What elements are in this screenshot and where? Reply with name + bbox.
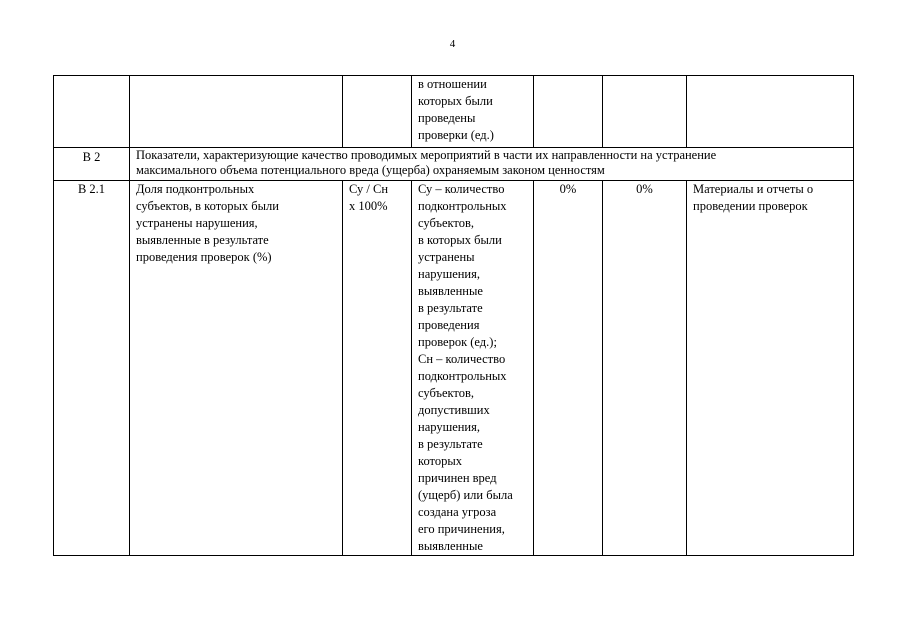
definition-line: подконтрольных bbox=[418, 199, 507, 213]
definition-line: в результате bbox=[418, 437, 483, 451]
definition-line: устранены bbox=[418, 250, 475, 264]
value-cell-2 bbox=[603, 76, 687, 148]
section-code: В 2 bbox=[54, 148, 130, 181]
indicator-name-line: Доля подконтрольных bbox=[136, 182, 255, 196]
formula-cell bbox=[343, 76, 412, 148]
formula-line: Су / Сн bbox=[349, 182, 389, 196]
source-cell bbox=[687, 76, 854, 148]
definition-line: его причинения, bbox=[418, 522, 505, 536]
table-row-section-header bbox=[54, 148, 854, 181]
indicator-name-line: выявленные в результате bbox=[136, 233, 269, 247]
definition-line: в результате bbox=[418, 301, 483, 315]
indicator-code: В 2.1 bbox=[54, 181, 130, 556]
definition-cell bbox=[412, 76, 534, 148]
definition-line: в отношении bbox=[418, 77, 487, 91]
formula-cell bbox=[343, 181, 412, 556]
definition-line: которых были bbox=[418, 94, 493, 108]
definition-line: выявленные bbox=[418, 284, 483, 298]
definition-line: нарушения, bbox=[418, 267, 480, 281]
section-title-line: Показатели, характеризующие качество проводимых мероприятий в части их направленности на устранение bbox=[136, 148, 717, 162]
definition-line: выявленные bbox=[418, 539, 483, 553]
page-number: 4 bbox=[449, 38, 456, 50]
table-row-indicator bbox=[54, 181, 854, 556]
formula-line: х 100% bbox=[349, 199, 388, 213]
definition-line: Сн – количество bbox=[418, 352, 506, 366]
definition-cell bbox=[412, 181, 534, 556]
definition-line: проведены bbox=[418, 111, 476, 125]
definition-line: причинен вред bbox=[418, 471, 497, 485]
definition-line: нарушения, bbox=[418, 420, 480, 434]
table-row-continuation bbox=[54, 76, 854, 148]
definition-line: создана угроза bbox=[418, 505, 497, 519]
definition-line: (ущерб) или была bbox=[418, 488, 513, 502]
value-cell-2: 0% bbox=[603, 181, 687, 556]
indicator-name-line: проведения проверок (%) bbox=[136, 250, 272, 264]
value-cell-1: 0% bbox=[534, 181, 603, 556]
definition-line: проверки (ед.) bbox=[418, 128, 494, 142]
definition-line: допустивших bbox=[418, 403, 490, 417]
row-code bbox=[54, 76, 130, 148]
indicator-name-line: устранены нарушения, bbox=[136, 216, 258, 230]
section-title bbox=[130, 148, 854, 181]
source-line: Материалы и отчеты о bbox=[693, 182, 814, 196]
definition-line: подконтрольных bbox=[418, 369, 507, 383]
definition-line: проведения bbox=[418, 318, 480, 332]
indicators-table bbox=[53, 75, 854, 556]
section-title-line: максимального объема потенциального вреда (ущерба) охраняемым законом ценностям bbox=[136, 162, 605, 177]
value-cell-1 bbox=[534, 76, 603, 148]
indicator-name-cell bbox=[130, 76, 343, 148]
source-cell bbox=[687, 181, 854, 556]
definition-line: которых bbox=[418, 454, 462, 468]
definition-line: субъектов, bbox=[418, 386, 475, 400]
indicator-name-line: субъектов, в которых были bbox=[136, 199, 279, 213]
definition-line: проверок (ед.); bbox=[418, 335, 497, 349]
indicator-name-cell bbox=[130, 181, 343, 556]
source-line: проведении проверок bbox=[693, 199, 808, 213]
definition-line: в которых были bbox=[418, 233, 502, 247]
definition-line: субъектов, bbox=[418, 216, 475, 230]
definition-line: Су – количество bbox=[418, 182, 505, 196]
